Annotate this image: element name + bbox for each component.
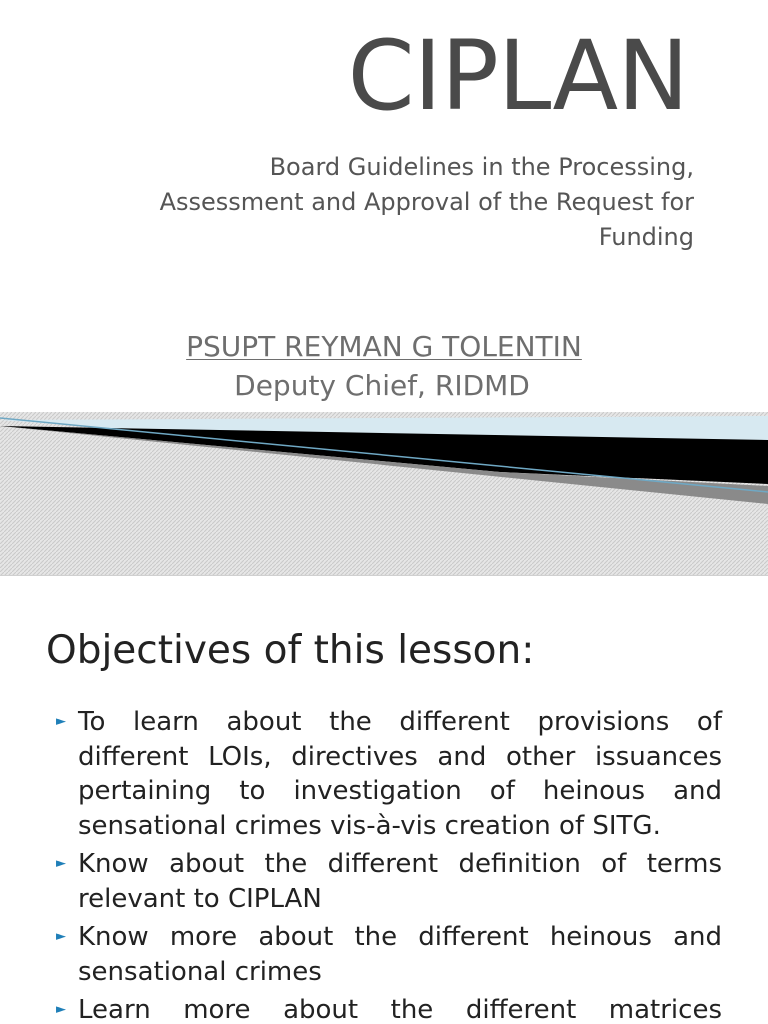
presenter-role: Deputy Chief, RIDMD <box>234 369 530 402</box>
decorative-wedge-band <box>0 412 768 576</box>
bullet-arrow-icon: ► <box>56 1002 66 1017</box>
slide-title: CIPLAN <box>347 20 688 132</box>
bullet-arrow-icon: ► <box>56 714 66 729</box>
objective-line: Learn more about the different matrices <box>78 995 722 1024</box>
objectives-slide <box>0 577 768 1024</box>
objective-line: pertaining to investigation of heinous and <box>78 776 722 806</box>
objective-line: sensational crimes <box>78 956 322 987</box>
objective-item <box>54 705 722 843</box>
subtitle-line: Funding <box>598 223 694 251</box>
bullet-arrow-icon: ► <box>56 856 66 871</box>
objective-line: Know about the different definition of terms <box>78 849 722 879</box>
subtitle-line: Assessment and Approval of the Request for <box>159 188 694 216</box>
objective-line: different LOIs, directives and other issuances <box>78 741 722 772</box>
objective-line: To learn about the different provisions of <box>78 707 722 737</box>
subtitle-line: Board Guidelines in the Processing, <box>269 153 694 181</box>
presenter-name: PSUPT REYMAN G TOLENTIN <box>186 330 582 363</box>
slide-subtitle <box>40 150 694 255</box>
objective-item <box>54 993 722 1024</box>
objectives-list <box>54 705 722 1024</box>
slide-bottom-edge <box>0 575 768 576</box>
objective-line: relevant to CIPLAN <box>78 883 322 914</box>
objective-item <box>54 847 722 916</box>
objective-item <box>54 920 722 989</box>
objective-line: Know more about the different heinous and <box>78 922 722 952</box>
objectives-title: Objectives of this lesson: <box>46 628 535 673</box>
bullet-arrow-icon: ► <box>56 929 66 944</box>
objective-line: sensational crimes vis-à-vis creation of SITG. <box>78 810 661 841</box>
